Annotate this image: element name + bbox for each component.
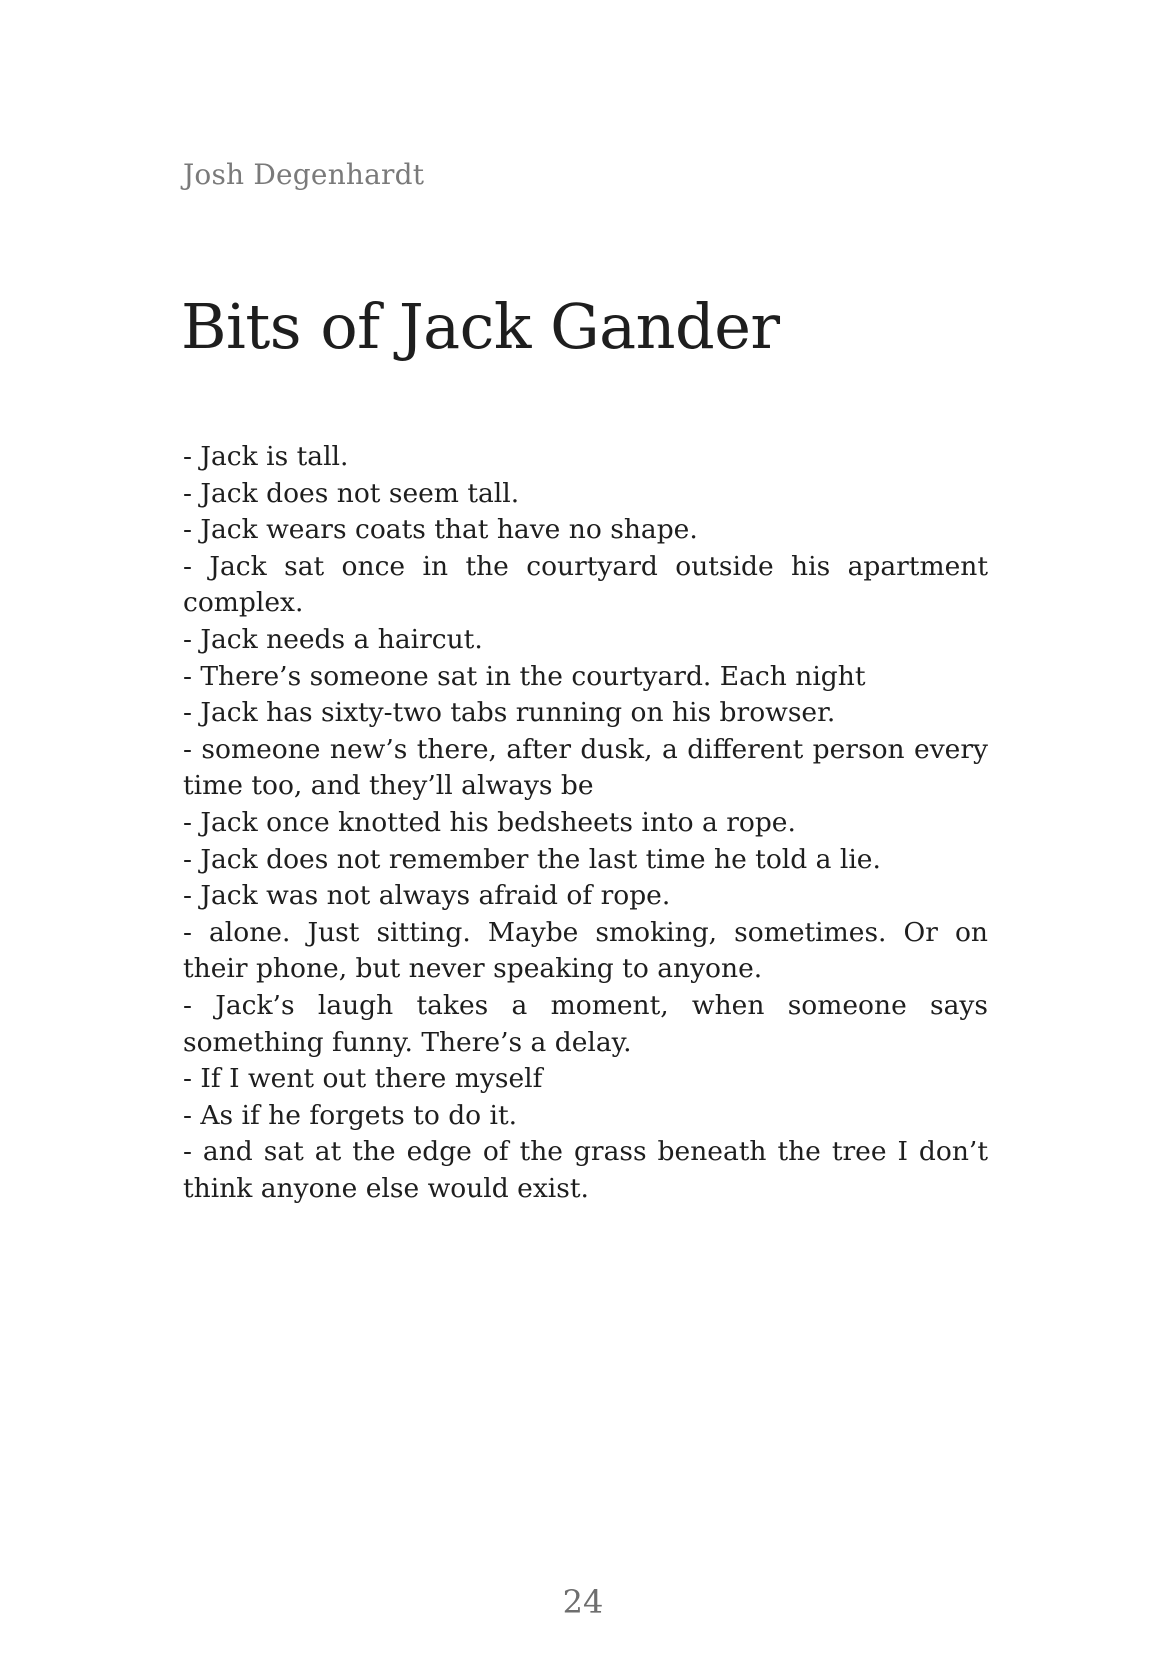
text-line: - Jack does not remember the last time he told a lie. <box>183 843 881 875</box>
page-title: Bits of Jack Gander <box>181 290 780 363</box>
text-line: - Jack wears coats that have no shape. <box>183 514 698 546</box>
text-line: - someone new’s there, after dusk, a different person every time too, and they’ll always be <box>183 733 988 802</box>
text-line: - Jack was not always afraid of rope. <box>183 880 671 912</box>
text-line: - Jack once knotted his bedsheets into a rope. <box>183 806 796 838</box>
page-number: 24 <box>562 1583 604 1621</box>
text-line: - Jack has sixty-two tabs running on his browser. <box>183 697 836 729</box>
text-line: - alone. Just sitting. Maybe smoking, sometimes. Or on their phone, but never speaking to anyone. <box>183 916 988 985</box>
text-line: - Jack sat once in the courtyard outside his apartment complex. <box>183 550 988 619</box>
text-line: - Jack does not seem tall. <box>183 477 520 509</box>
text-line: - and sat at the edge of the grass beneath the tree I don’t think anyone else would exist. <box>183 1136 988 1204</box>
text-line: - There’s someone sat in the courtyard. Each night <box>183 660 866 692</box>
text-line: - Jack is tall. <box>183 441 349 472</box>
author-name: Josh Degenhardt <box>183 158 425 191</box>
text-line: - Jack needs a haircut. <box>183 623 483 655</box>
text-line: - Jack’s laugh takes a moment, when someone says something funny. There’s a delay. <box>183 989 988 1058</box>
body-text <box>183 439 988 1207</box>
text-line: - If I went out there myself <box>183 1063 543 1095</box>
text-line: - As if he forgets to do it. <box>183 1099 518 1131</box>
